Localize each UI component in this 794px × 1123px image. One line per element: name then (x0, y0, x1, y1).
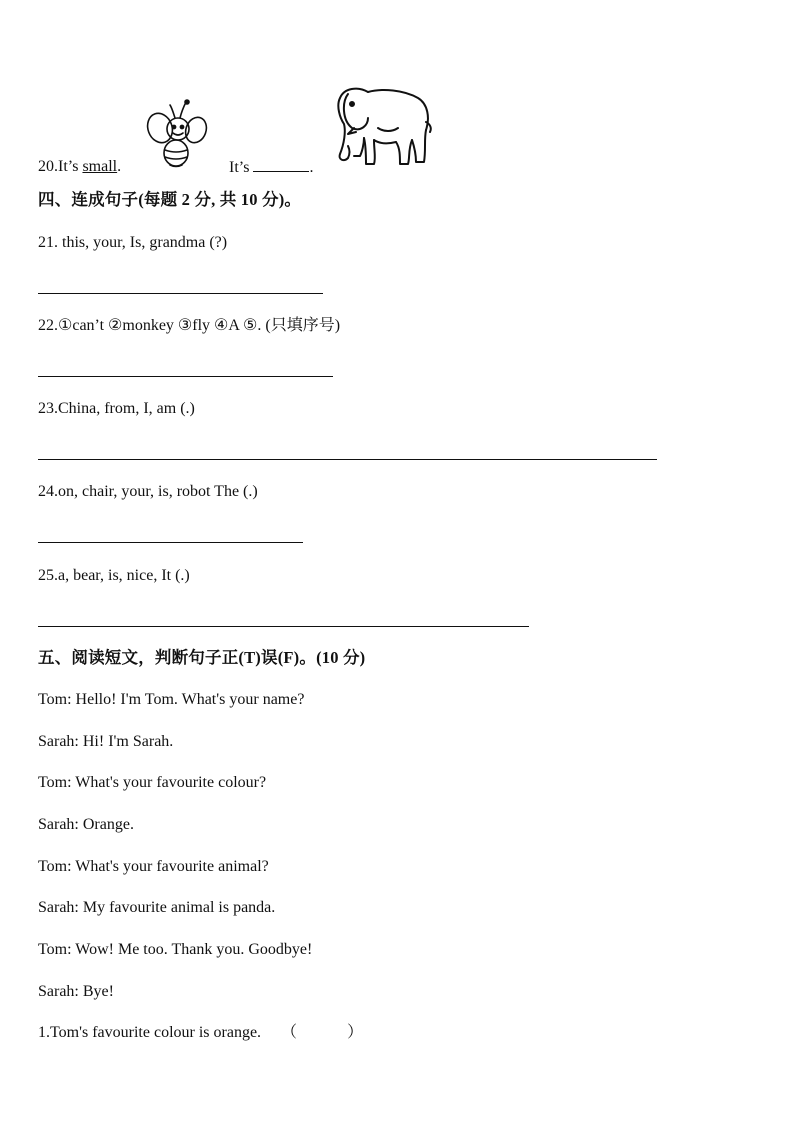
dialogue-line: Tom: What's your favourite colour? (38, 774, 267, 791)
elephant-illustration (334, 84, 434, 172)
question-24: 24.on, chair, your, is, robot The (.) (38, 483, 258, 500)
dialogue-line: Sarah: Bye! (38, 983, 114, 1000)
question-23: 23.China, from, I, am (.) (38, 400, 195, 417)
question-20 (38, 157, 121, 177)
answer-line-25[interactable] (38, 626, 529, 627)
answer-line-22[interactable] (38, 376, 333, 377)
section-4-heading: 四、连成句子(每题 2 分, 共 10 分)。 (38, 190, 302, 209)
question-21: 21. this, your, Is, grandma (?) (38, 234, 228, 251)
dialogue-line: Sarah: Orange. (38, 816, 134, 833)
q20-answer-blank[interactable] (253, 157, 309, 172)
q20-suffix: . (117, 158, 122, 175)
q20-second-suffix: . (309, 159, 314, 176)
dialogue-line: Sarah: Hi! I'm Sarah. (38, 733, 174, 750)
section-5-heading: 五、阅读短文，判断句子正(T)误(F)。(10 分) (38, 648, 366, 667)
question-25: 25.a, bear, is, nice, It (.) (38, 567, 190, 584)
judgement-question-1 (38, 1023, 363, 1043)
answer-line-24[interactable] (38, 542, 303, 543)
q20-prefix: 20.It’s (38, 158, 83, 175)
bee-illustration (146, 98, 208, 170)
q20-second-prefix: It’s (229, 159, 254, 176)
question-20-second (229, 157, 313, 178)
dialogue-line: Tom: Hello! I'm Tom. What's your name? (38, 691, 305, 708)
dialogue-line: Tom: What's your favourite animal? (38, 858, 269, 875)
dialogue-line: Tom: Wow! Me too. Thank you. Goodbye! (38, 941, 313, 958)
dialogue-line: Sarah: My favourite animal is panda. (38, 899, 276, 916)
q20-underlined-word: small (82, 158, 118, 175)
answer-paren-open: （ (281, 1024, 298, 1041)
judgement-question-1-text: 1.Tom's favourite colour is orange. (38, 1024, 262, 1041)
answer-line-21[interactable] (38, 293, 323, 294)
answer-line-23[interactable] (38, 459, 657, 460)
answer-paren-close: ） (347, 1024, 364, 1041)
question-22: 22.①can’t ②monkey ③fly ④A ⑤. (只填序号) (38, 317, 341, 334)
